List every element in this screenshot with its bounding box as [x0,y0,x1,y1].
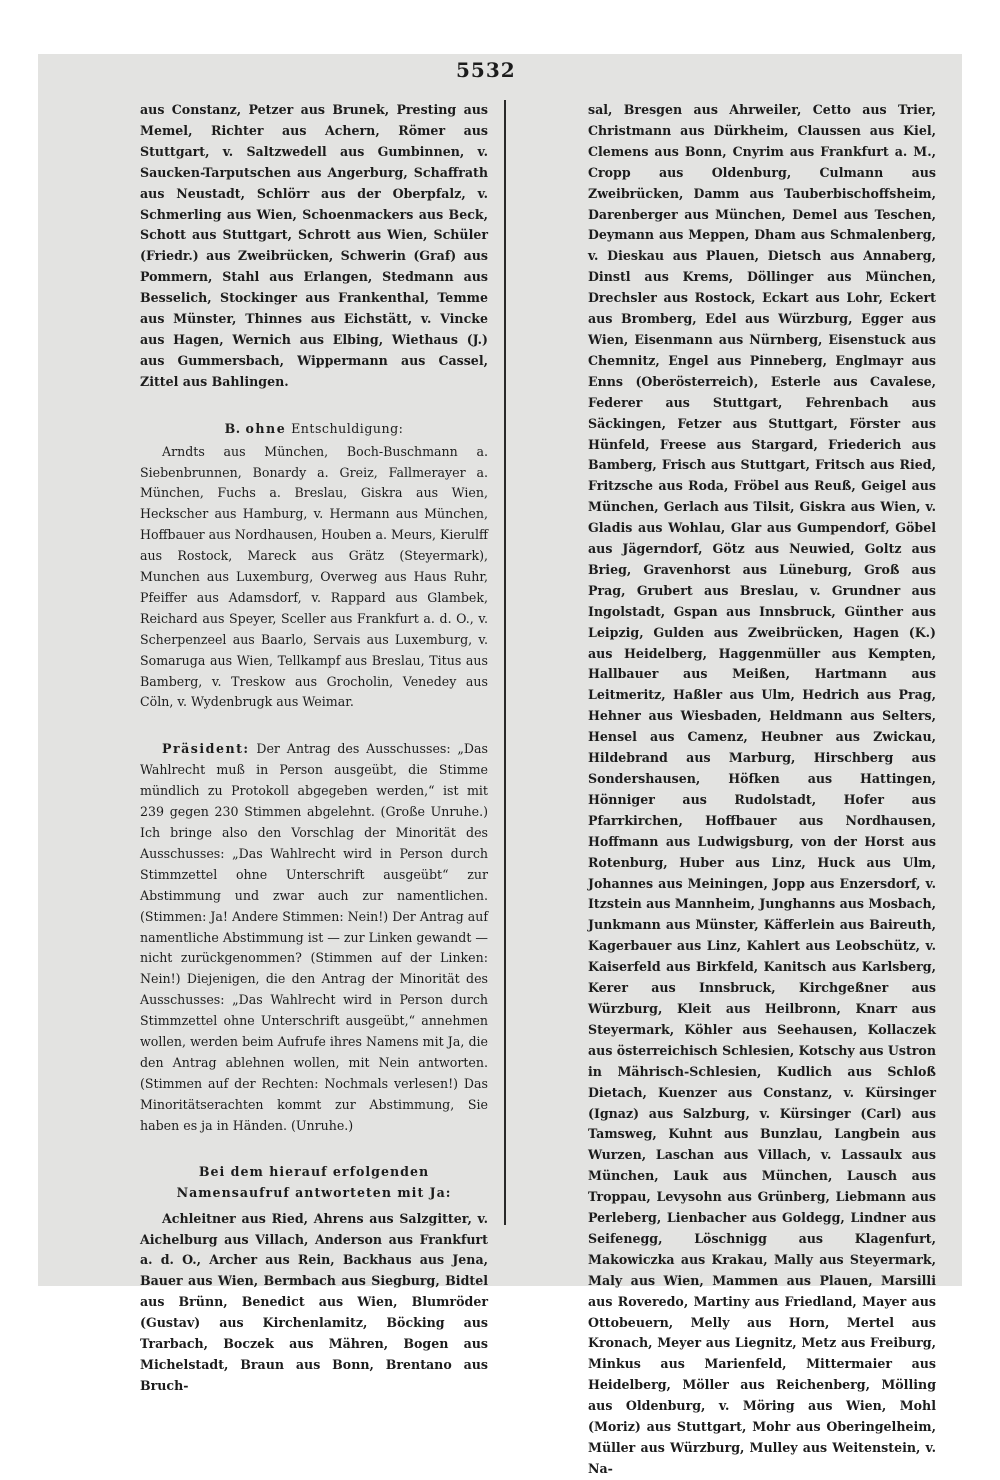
right-column [588,100,936,1480]
roll-call-list-right: sal, Bresgen aus Ahrweiler, Cetto aus Trier, Christmann aus Dürkheim, Claussen aus Kiel, Clemens aus Bonn, Cnyrim aus Frankfurt a. M., Cropp aus Oldenburg, Culmann aus Zweibrücken, Damm aus Tauberbischoffsheim, Darenberger aus München, Demel aus Teschen, Deymann aus Meppen, Dham aus Schmalenberg, v. Dieskau aus Plauen, Dietsch aus Annaberg, Dinstl aus Krems, Döllinger aus München, Drechsler aus Rostock, Eckart aus Lohr, Eckert aus Bromberg, Edel aus Würzburg, Egger aus Wien, Eisenmann aus Nürnberg, Eisenstuck aus Chemnitz, Engel aus Pinneberg, Englmayr aus Enns (Oberösterreich), Esterle aus Cavalese, Federer aus Stuttgart, Fehrenbach aus Säckingen, Fetzer aus Stuttgart, Förster aus Hünfeld, Freese aus Stargard, Friederich aus Bamberg, Frisch aus Stuttgart, Fritsch aus Ried, Fritzsche aus Roda, Fröbel aus Reuß, Geigel aus München, Gerlach aus Tilsit, Giskra aus Wien, v. Gladis aus Wohlau, Glar aus Gumpendorf, Göbel aus Jägerndorf, Götz aus Neuwied, Goltz aus Brieg, Gravenhorst aus Lüneburg, Groß aus Prag, Grubert aus Breslau, v. Grundner aus Ingolstadt, Gspan aus Innsbruck, Günther aus Leipzig, Gulden aus Zweibrücken, Hagen (K.) aus Heidelberg, Haggenmüller aus Kempten, Hallbauer aus Meißen, Hartmann aus Leitmeritz, Haßler aus Ulm, Hedrich aus Prag, Hehner aus Wiesbaden, Heldmann aus Selters, Hensel aus Camenz, Heubner aus Zwickau, Hildebrand aus Marburg, Hirschberg aus Sondershausen, Höfken aus Hattingen, Hönniger aus Rudolstadt, Hofer aus Pfarrkirchen, Hoffbauer aus Nordhausen, Hoffmann aus Ludwigsburg, von der Horst aus Rotenburg, Huber aus Linz, Huck aus Ulm, Johannes aus Meiningen, Jopp aus Enzersdorf, v. Itzstein aus Mannheim, Junghanns aus Mosbach, Junkmann aus Münster, Käfferlein aus Baireuth, Kagerbauer aus Linz, Kahlert aus Leobschütz, v. Kaiserfeld aus Birkfeld, Kanitsch aus Karlsberg, Kerer aus Innsbruck, Kirchgeßner aus Würzburg, Kleit aus Heilbronn, Knarr aus Steyermark, Köhler aus Seehausen, Kollaczek aus österreichisch Schlesien, Kotschy aus Ustron in Mährisch-Schlesien, Kudlich aus Schloß Dietach, Kuenzer aus Constanz, v. Kürsinger (Ignaz) aus Salzburg, v. Kürsinger (Carl) aus Tamsweg, Kuhnt aus Bunzlau, Langbein aus Wurzen, Laschan aus Villach, v. Lassaulx aus München, Lauk aus München, Lausch aus Troppau, Levysohn aus Grünberg, Liebmann aus Perleberg, Lienbacher aus Goldegg, Lindner aus Seifenegg, Löschnigg aus Klagenfurt, Makowiczka aus Krakau, Mally aus Steyermark, Maly aus Wien, Mammen aus Plauen, Marsilli aus Roveredo, Martiny aus Friedland, Mayer aus Ottobeuern, Melly aus Horn, Mertel aus Kronach, Meyer aus Liegnitz, Metz aus Freiburg, Minkus aus Marienfeld, Mittermaier aus Heidelberg, Möller aus Reichenberg, Mölling aus Oldenburg, v. Möring aus Wien, Mohl (Moriz) aus Stuttgart, Mohr aus Oberingelheim, Müller aus Würzburg, Mulley aus Weitenstein, v. Na- [588,102,936,1476]
president-statement [140,739,488,1136]
column-divider [504,100,506,1225]
section-b-letter: B. [224,420,241,436]
roll-call-heading: Bei dem hierauf erfolgenden Namensaufruf antworteten mit Ja: [176,1163,452,1200]
left-column [140,100,488,1397]
section-b-word: ohne [245,420,287,436]
president-text: Der Antrag des Ausschusses: „Das Wahlrecht muß in Person ausgeübt, die Stimme mündlich zu Protokoll abgegeben werden,“ ist mit 239 gegen 230 Stimmen abgelehnt. (Große Unruhe.) Ich bringe also den Vorschlag der Minorität des Ausschusses: „Das Wahlrecht wird in Person durch Stimmzettel ohne Unterschrift ausgeübt“ zur Abstimmung und zwar auch zur namentlichen. (Stimmen: Ja! Andere Stimmen: Nein!) Der Antrag auf namentliche Abstimmung ist — zur Linken gewandt — nicht zurückgenommen? (Stimmen auf der Linken: Nein!) Diejenigen, die den Antrag der Minorität des Ausschusses: „Das Wahlrecht wird in Person durch Stimmzettel ohne Unterschrift ausgeübt,“ annehmen wollen, werden beim Aufrufe ihres Namens mit Ja, die den Antrag ablehnen wollen, mit Nein antworten. (Stimmen auf der Rechten: Nochmals verlesen!) Das Minoritätserachten kommt zur Abstimmung, Sie haben es ja in Händen. (Unruhe.) [140,741,488,1133]
intro-name-list: aus Constanz, Petzer aus Brunek, Presting aus Memel, Richter aus Achern, Römer aus Stuttgart, v. Saltzwedell aus Gumbinnen, v. Saucken-Tarputschen aus Angerburg, Schaffrath aus Neustadt, Schlörr aus der Oberpfalz, v. Schmerling aus Wien, Schoenmackers aus Beck, Schott aus Stuttgart, Schrott aus Wien, Schüler (Friedr.) aus Zweibrücken, Schwerin (Graf) aus Pommern, Stahl aus Erlangen, Stedmann aus Besselich, Stockinger aus Frankenthal, Temme aus Münster, Thinnes aus Eichstätt, v. Vincke aus Hagen, Wernich aus Elbing, Wiethaus (J.) aus Gummersbach, Wippermann aus Cassel, Zittel aus Bahlingen. [140,102,488,389]
roll-call-list-left: Achleitner aus Ried, Ahrens aus Salzgitter, v. Aichelburg aus Villach, Anderson aus Frankfurt a. d. O., Archer aus Rein, Backhaus aus Jena, Bauer aus Wien, Bermbach aus Siegburg, Bidtel aus Brünn, Benedict aus Wien, Blumröder (Gustav) aus Kirchenlamitz, Böcking aus Trarbach, Boczek aus Mähren, Bogen aus Michelstadt, Braun aus Bonn, Brentano aus Bruch- [140,1210,488,1393]
president-label: Präsident: [162,741,250,757]
page-number: 5532 [456,58,516,82]
section-b-rest: Entschuldigung: [291,420,404,436]
section-b-name-list: Arndts aus München, Boch-Buschmann a. Siebenbrunnen, Bonardy a. Greiz, Fallmerayer a. München, Fuchs a. Breslau, Giskra aus Wien, Heckscher aus Hamburg, v. Hermann aus München, Hoffbauer aus Nordhausen, Houben a. Meurs, Kierulff aus Rostock, Mareck aus Grätz (Steyermark), Munchen aus Luxemburg, Overweg aus Haus Ruhr, Pfeiffer aus Adamsdorf, v. Rappard aus Glambek, Reichard aus Speyer, Sceller aus Frankfurt a. d. O., v. Scherpenzeel aus Baarlo, Servais aus Luxemburg, v. Somaruga aus Wien, Tellkampf aus Breslau, Titus aus Bamberg, v. Treskow aus Grocholin, Venedey aus Cöln, v. Wydenbrugk aus Weimar. [140,443,488,710]
section-b-heading [140,419,488,440]
